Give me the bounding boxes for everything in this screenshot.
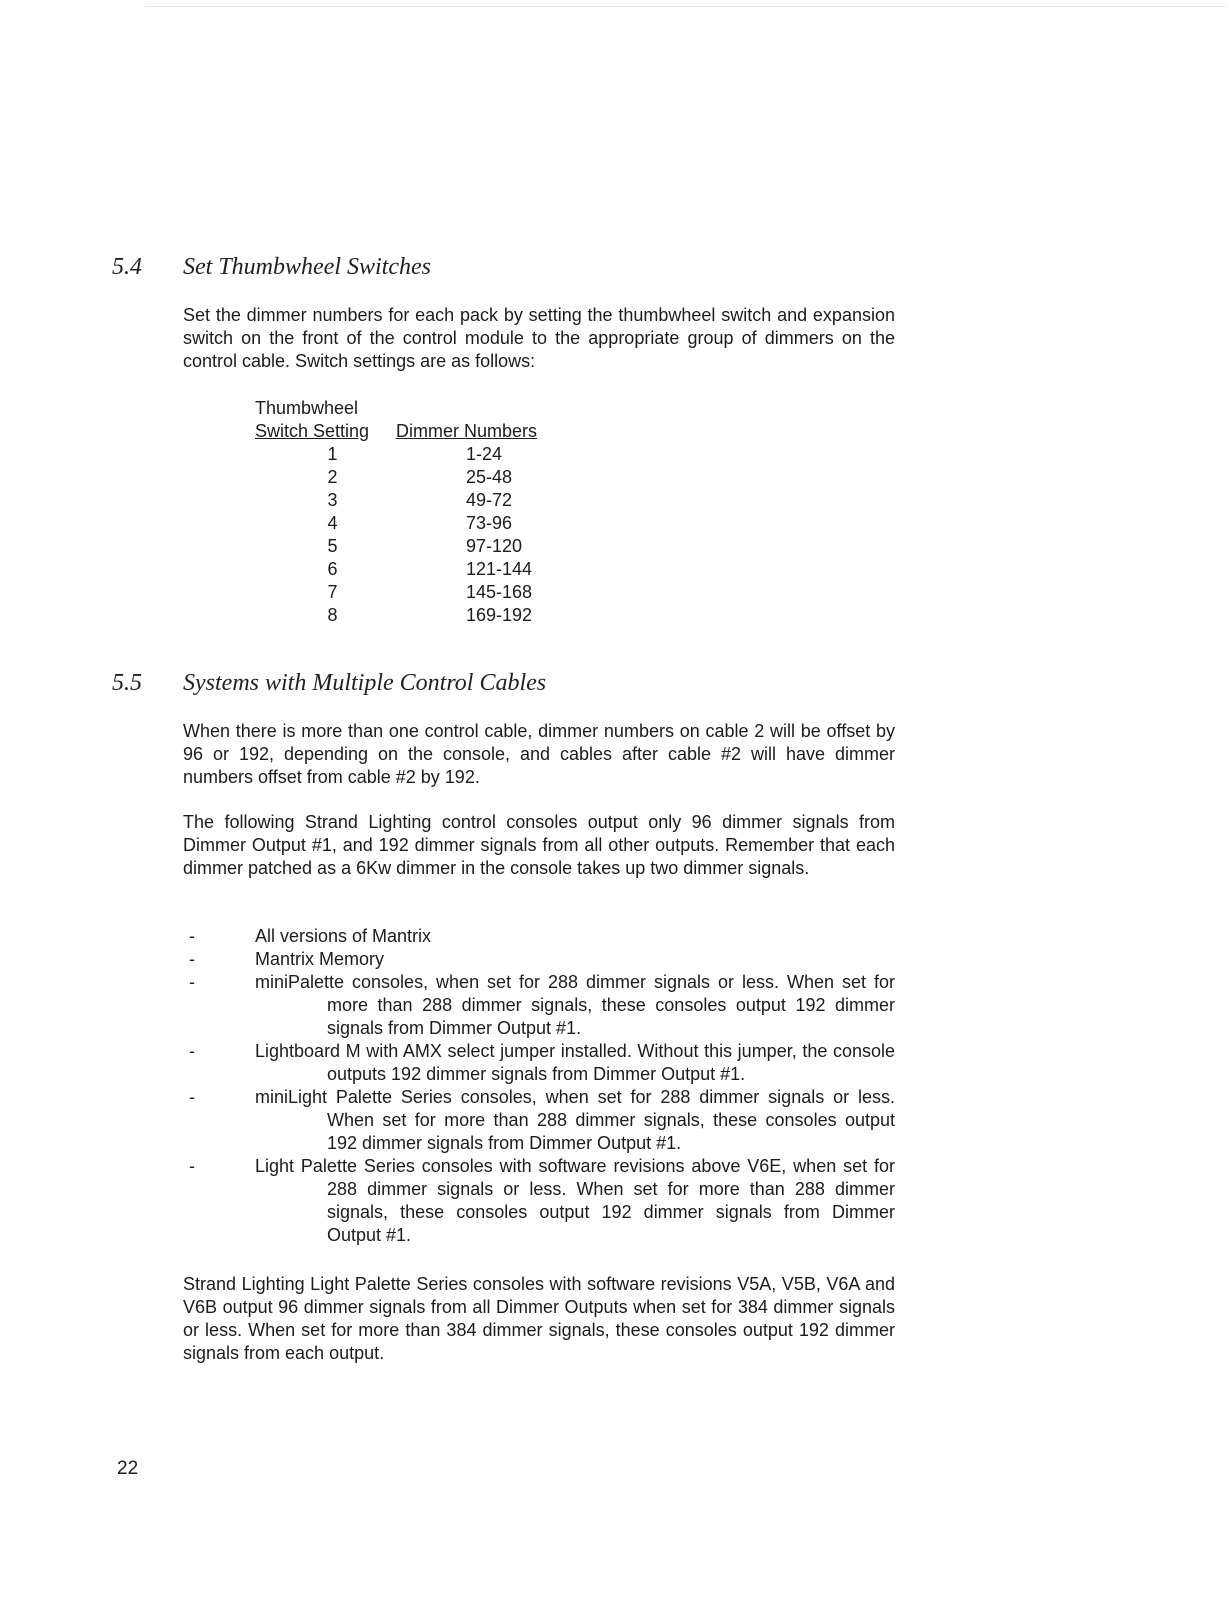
dimmer-range-cell: 121-144 [466, 559, 533, 579]
dimmer-range-cell: 97-120 [466, 536, 523, 556]
list-item-text: Light Palette Series consoles with software revisions above V6E, when set for 288 dimmer signals or less. When set for more than 288 dimmer signals, these consoles output 192 dimmer signals from Dimmer Output #1. [255, 1156, 895, 1245]
list-item [183, 1086, 895, 1155]
table-row [255, 581, 575, 604]
bullet-dash: - [189, 972, 195, 992]
section-number-5-4: 5.4 [112, 254, 142, 280]
table-header-switch-setting: Switch Setting [255, 421, 370, 441]
bullet-dash: - [189, 1087, 195, 1107]
console-list [183, 925, 895, 1247]
section-title-5-5: Systems with Multiple Control Cables [183, 670, 547, 696]
table-header-thumbwheel: Thumbwheel [255, 398, 359, 418]
switch-setting-cell: 7 [327, 582, 338, 602]
bullet-dash: - [189, 926, 195, 946]
section-5-5-paragraph-1: When there is more than one control cable, dimmer numbers on cable 2 will be offset by 96 or 192, depending on the console, and cables after cable #2 will have dimmer numbers offset from cable #2 by 192. [183, 721, 895, 787]
switch-setting-cell: 5 [327, 536, 338, 556]
table-header-dimmer-numbers: Dimmer Numbers [396, 421, 538, 441]
dimmer-range-cell: 49-72 [466, 490, 513, 510]
table-row [255, 512, 575, 535]
table-row [255, 466, 575, 489]
top-edge-rule [145, 6, 1225, 7]
switch-setting-cell: 2 [327, 467, 338, 487]
bullet-dash: - [189, 949, 195, 969]
table-row [255, 604, 575, 627]
list-item-text: Lightboard M with AMX select jumper installed. Without this jumper, the console outputs 192 dimmer signals from Dimmer Output #1. [255, 1041, 895, 1084]
section-title-5-4: Set Thumbwheel Switches [183, 254, 431, 280]
switch-setting-cell: 3 [327, 490, 338, 510]
switch-setting-cell: 8 [327, 605, 338, 625]
list-item [183, 925, 895, 948]
section-number-5-5: 5.5 [112, 670, 142, 696]
list-item-text: All versions of Mantrix [255, 926, 432, 946]
table-row [255, 558, 575, 581]
list-item-text: Mantrix Memory [255, 949, 385, 969]
list-item [183, 1040, 895, 1086]
list-item-text: miniPalette consoles, when set for 288 dimmer signals or less. When set for more than 288 dimmer signals, these consoles output 192 dimmer signals from Dimmer Output #1. [255, 972, 895, 1038]
page-number: 22 [117, 1458, 139, 1479]
list-item [183, 948, 895, 971]
dimmer-range-cell: 169-192 [466, 605, 533, 625]
list-item-text: miniLight Palette Series consoles, when set for 288 dimmer signals or less. When set for more than 288 dimmer signals, these consoles output 192 dimmer signals from Dimmer Output #1. [255, 1087, 895, 1153]
table-row [255, 535, 575, 558]
list-item [183, 1155, 895, 1247]
switch-setting-cell: 4 [327, 513, 338, 533]
switch-setting-cell: 1 [327, 444, 338, 464]
table-row [255, 443, 575, 466]
section-5-4-paragraph: Set the dimmer numbers for each pack by setting the thumbwheel switch and expansion switch on the front of the control module to the appropriate group of dimmers on the control cable. Switch settings are as follows: [183, 305, 895, 371]
dimmer-range-cell: 1-24 [466, 444, 503, 464]
dimmer-range-cell: 25-48 [466, 467, 513, 487]
section-5-5-paragraph-2: The following Strand Lighting control consoles output only 96 dimmer signals from Dimmer Output #1, and 192 dimmer signals from all other outputs. Remember that each dimmer patched as a 6Kw dimmer in the console takes up two dimmer signals. [183, 812, 895, 878]
switch-setting-cell: 6 [327, 559, 338, 579]
table-row [255, 489, 575, 512]
list-item [183, 971, 895, 1040]
section-5-5-closing-paragraph: Strand Lighting Light Palette Series consoles with software revisions V5A, V5B, V6A and V6B output 96 dimmer signals from all Dimmer Outputs when set for 384 dimmer signals or less. When set for more than 384 dimmer signals, these consoles output 192 dimmer signals from each output. [183, 1274, 895, 1363]
bullet-dash: - [189, 1041, 195, 1061]
dimmer-range-cell: 73-96 [466, 513, 513, 533]
bullet-dash: - [189, 1156, 195, 1176]
dimmer-range-cell: 145-168 [466, 582, 533, 602]
